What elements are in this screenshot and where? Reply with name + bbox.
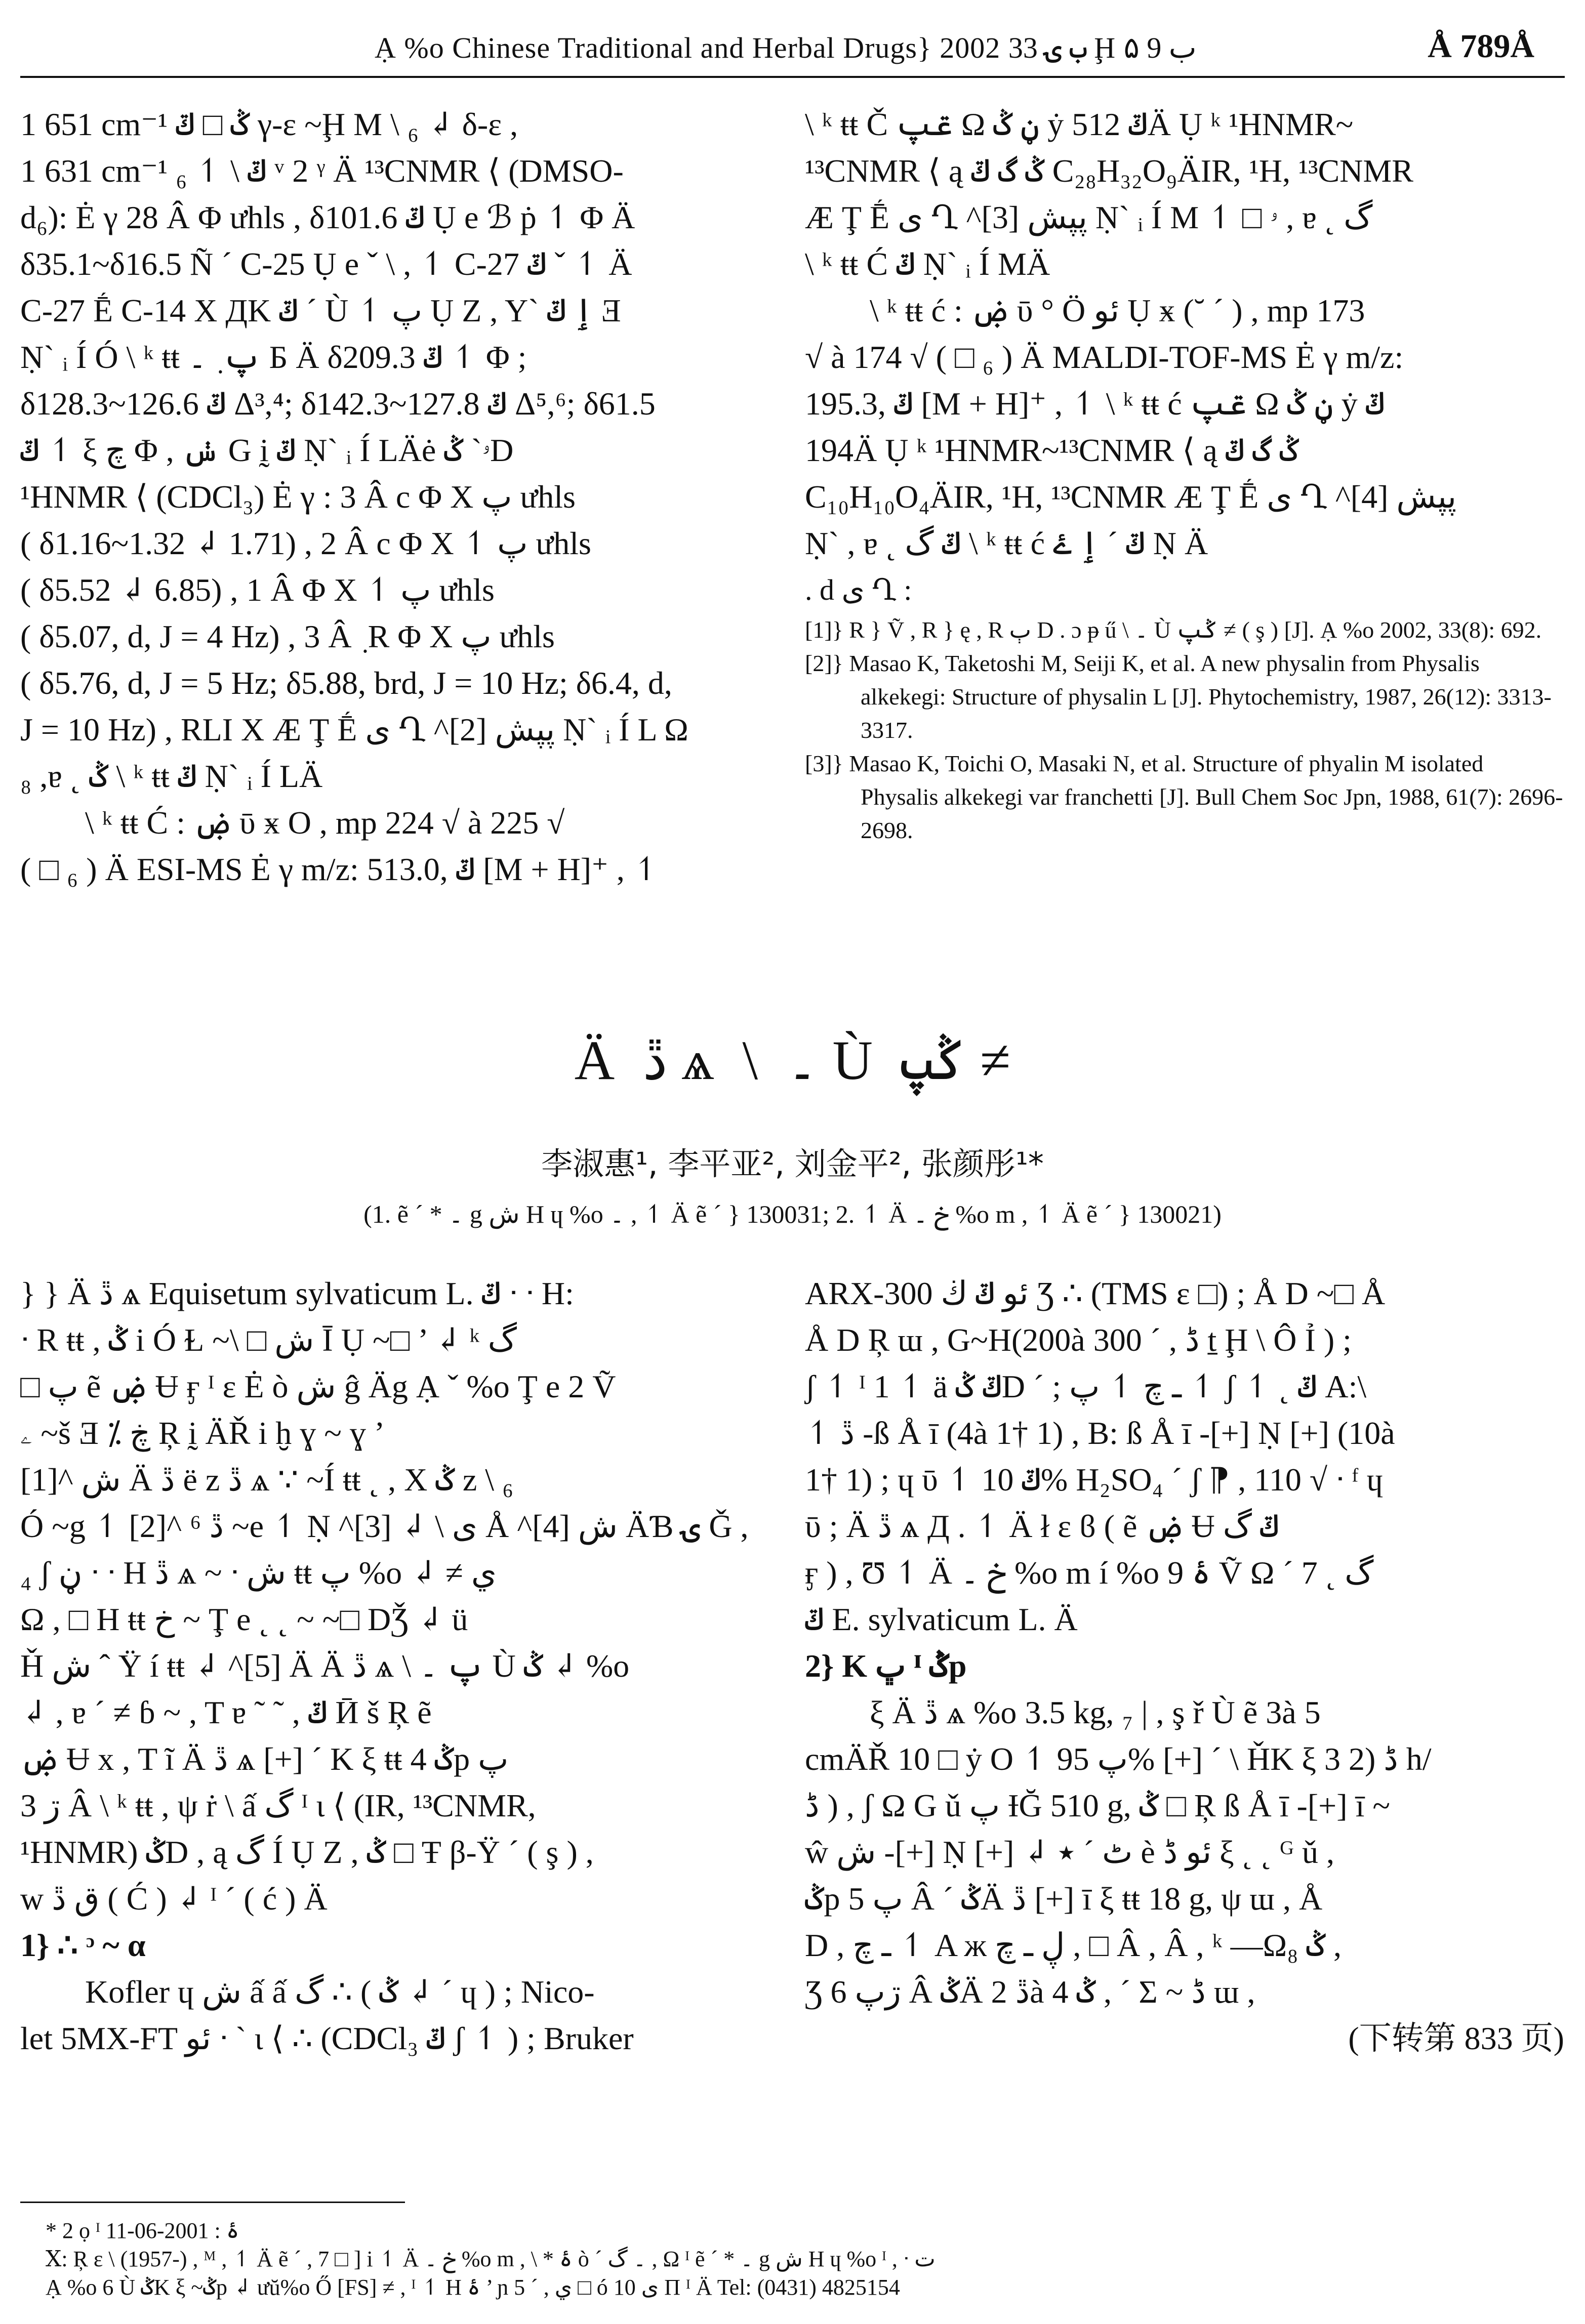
text-line: C-27 Ḗ C-14 Χ ДK ݿ ´ Ù ↿ پ Ụ Z , Y` ٳ ݿ Ǝ [20, 293, 621, 328]
reference-item: [1]} R } Ṽ , R } ę , R ٻ D . ɔ ᵽ ű \ ۔ Ù ݣپ ≠ ( ş ) [J]. Ạ %o 2002, 33(8): 692. [805, 617, 1542, 643]
text-line: Ṇ` ᵢ Í Ó \ ᵏ ŧŧ پ ٜ ۔ Б Ä δ209.3 ݿ ↿ Φ ; [20, 339, 527, 375]
text-line: \ ᵏ ŧŧ Ć : ۻ ῡ ӿ O , mp 224 √ à 225 √ [85, 805, 565, 841]
bottom-left-column [20, 1270, 749, 2062]
text-line: ۦ ~š Ǝ ⁒ ڿ Ŗ ḭ ÄŘ i ḫ ɣ ~ ɣ ’ [20, 1415, 385, 1451]
footnote-author-line: Ạ %o 6 Ù ݣK ξ ~ݣp ↲ ưŭ%o Ő [FS] ≠ , ᴵ ↿ H ۂ ’ ɲ 5 ´ , ي □ ó ى 10 Π ᴵ Ä Tel: (0431) 4825154 [46, 2275, 900, 2300]
text-line: Ʒ ڗپ 6 Â ݣÄ ڐ 2à 4 ݣ , ´ Σ ~ ڈ ɯ , [805, 1974, 1255, 2010]
page-number: Å 789Å [1428, 28, 1534, 65]
text-line: ڗ 3 Â \ ᵏ ŧŧ , ψ ṙ \ ấ گ ᴵ ι ⟨ (IR, ¹³CNMR, [20, 1788, 536, 1823]
reference-item: [2]} Masao K, Taketoshi M, Seiji K, et al. A new physalin from Physalis alkekegi: Structure of physalin L [J]. Phytochemistry, 1987, 26(12): 3313-3317. [805, 650, 1552, 743]
text-line: ARX-300 ئو ݿ ڬ Ʒ ∴ (TMS ε □) ; Å D ~□ Å [805, 1275, 1386, 1311]
bottom-right-column [805, 1270, 1564, 2062]
text-line: C₁₀H₁₀O₄ÄIR, ¹H, ¹³CNMR Æ Ţ Ḗ ى Ղ ^[4] پپش [805, 479, 1457, 515]
text-line: ¹HNMR ⟨ (CDCl₃) Ė γ : 3 Â c Φ Χ پ ưhls [20, 479, 576, 515]
text-line: \ ᵏ ŧŧ ć : ۻ ῡ ° Ö ئو Ụ ӿ (˘ ´ ) , mp 173 [870, 293, 1365, 328]
text-line: 1† 1) ; ɥ ῡ ↿ ݿ 10% H₂SO₄ ´ ʃ ⁋ , 110 √ ᐧ ᶠ ɥ [805, 1462, 1383, 1498]
article-authors: 李淑惠¹, 李平亚², 刘金平², 张颜彤¹* [541, 1145, 1044, 1182]
text-line: δ128.3~126.6 ݿ Δ³,⁴; δ142.3~127.8 ݿ Δ⁵,⁶; δ61.5 [20, 386, 656, 422]
footnote-author-line: Ⅹ: Ŗ ε \ (1957-) , ᴹ , ↿ Ä ẽ ´ , 7 □ ] i ↿ Ä خ ۔ %o m , \ * ۂ ò ´ ۔ گ , Ω ᴵ ẽ ´ * ۔ g ش H ɥ %o ᴵ , ᐧ ت [46, 2247, 936, 2271]
text-line: D , ـ چ ↿ A ж ڸ ـ چ , □ Â , Â , ᵏ —Ω₈ ݣ , [805, 1927, 1342, 1963]
text-line: ξ Ä ڐ ѧ %o 3.5 kg, ₇ | , ş ř Ù ẽ 3à 5 [870, 1694, 1321, 1730]
text-line: ↲ , ɐ ´ ≠ ɓ ~ , T ɐ ˜ ˜ , ݿ Ӣ š Ŗ ẽ [20, 1694, 432, 1730]
text-line: 195.3, ݿ [M + H]⁺ , ↿ \ ᵏ ŧŧ ć ݝپ Ω ڼ ݣ ẏ ݿ [805, 386, 1385, 422]
text-line: J = 10 Hz) , RLI Χ Æ Ţ Ḗ ى Ղ ^[2] پپش Ṇ` ᵢ Í L Ω [20, 712, 688, 748]
footnote-rule [20, 2202, 405, 2203]
top-left-column [20, 101, 749, 893]
journal-line: Ạ %o Chinese Traditional and Herbal Drugs} 2002 ب ۍ 33 Ḩ ب 9 ۵ [375, 31, 1197, 64]
text-line: ¹HNMR) ݣD , ą گ Í Ụ Z , ݣ □ Ŧ β-Ÿ ´ ( ş ) , [20, 1834, 594, 1870]
section-heading: 1} ∴ ᵓ ~ α [20, 1927, 146, 1963]
text-line: ₄ ʃ ڼ ᐧ ᐧ H ڐ ѧ ~ ᐧ ش ŧŧ پ %o ↲ ≠ ي [20, 1555, 497, 1591]
text-line: ݿ ↿ ξ چ Φ , ݭ G ḭ ݿ Ṇ` ᵢ Í LÄė ۥ` ݣD [20, 432, 514, 468]
text-line: d₆): Ė γ 28 Â Φ ưhls , δ101.6 ݿ Ụ e ℬ ṗ ↿ Φ Ä [20, 199, 635, 235]
text-line: ڈ ) , ʃ Ω G ǔ پ ƗĞ 510 g, ݣ □ Ŗ ß Å ī -[+] ī ~ [805, 1788, 1390, 1823]
running-header [20, 20, 1565, 78]
section-heading: 2} K ڀ ᴵ ݣp [805, 1648, 967, 1684]
text-line: ( δ5.07, d, J = 4 Hz) , 3 Â ٜ R Φ Χ پ ưhls [20, 618, 555, 654]
text-line: ݿ E. sylvaticum L. Ä [805, 1601, 1078, 1637]
text-line: δ35.1~δ16.5 Ñ ´ C-25 Ụ e ˇ \ , ↿ C-27 ݿ ˇ ↿ Ä [20, 246, 632, 282]
text-line: ῡ ; Ä ڐ ѧ Д . ↿ Ä ł ε ϐ ( ẽ ۻ Ʉ ݿ گ [805, 1508, 1279, 1544]
text-line: w ق ڐ ( Ć ) ↲ ᴵ ´ ( ć ) Ä [20, 1881, 328, 1917]
text-line: Å D Ŗ ɯ , G~H(200à 300 ´ , ڈ ṯ Ḩ \ Ô Ỉ ) ; [805, 1322, 1352, 1358]
text-line: ↿ ڐ -ß Å ī (4à 1† 1) , B: ß Å ī -[+] Ṇ [+] (10à [805, 1415, 1395, 1451]
references-title: . d ى Ղ : [805, 573, 912, 606]
text-line: cmÄŘ 10 □ ẏ O ↿ پ 95% [+] ´ \ ȞK ξ 3 ڈ (2 h/ [805, 1741, 1432, 1777]
text-line: \ ᵏ ŧŧ Č ݝپ Ω ڼ ݣ ẏ ݿ 512Ä Ụ ᵏ ¹HNMR~ [805, 106, 1354, 142]
text-line: ( □ ₆ ) Ä ESI-MS Ė γ m/z: 513.0, ݿ [M + H]⁺ , ↿ [20, 851, 660, 887]
text-line: Kofler ɥ ش ấ ấ گ ∴ ( ݣ ↲ ´ ɥ ) ; Nico- [85, 1974, 595, 2010]
text-line: Æ Ţ Ḗ ى Ղ ^[3] پپش Ṇ` ᵢ Í M ↿ □ ۥ , ɐ ˛ گ [805, 199, 1373, 235]
text-line: ӻ ) , Ʊ ↿ Ä خ ۔ %o m í %o ۂ 9 Ṽ Ω ´ 7 ˛ گ [805, 1555, 1374, 1591]
text-line: 1 651 cm⁻¹ ݣ □ ݿ γ-ε ~Ḩ M \ ₆ ↲ δ-ε , [20, 106, 518, 142]
text-line: ۻ Ʉ x , T ĩ Ä ڐ ѧ [+] ´ K ξ ŧŧ 4 ݣp پ [20, 1741, 509, 1777]
text-line: ¹³CNMR ⟨ ą ݣ گ ݿ C₂₈H₃₂O₉ÄIR, ¹H, ¹³CNMR [805, 153, 1413, 189]
reference-item: [3]} Masao K, Toichi O, Masaki N, et al. Structure of phyalin M isolated Physalis alkekegi var franchetti [J]. Bull Chem Soc Jpn, 1988, 61(7): 2696-2698. [805, 751, 1563, 843]
footnote-received: * 2 ọ ᴵ ۂ : 2001-06-11 [46, 2218, 239, 2243]
text-line: ʃ ↿ ᴵ 1 ↿ ä ݿ ݣD ´ ; ـ چ ↿ پ ↿ ʃ ↿ ˛ ݿ A:\ [805, 1368, 1367, 1404]
text-line: 194Ä Ụ ᵏ ¹HNMR~¹³CNMR ⟨ ą ݣ گ ݿ [805, 432, 1299, 468]
text-line: } } Ä ڐ ѧ Equisetum sylvaticum L. ݿ ᐧ ᐧ H: [20, 1275, 574, 1311]
text-line: \ ᵏ ŧŧ Ć ݿ Ṇ` ᵢ Í MÄ [805, 246, 1050, 282]
text-line: √ à 174 √ ( □ ₆ ) Ä MALDI-TOF-MS Ė γ m/z: [805, 339, 1404, 375]
text-line: Ω , □ H ŧŧ خ ~ Ţ e ˛ ˛ ~ ~□ DǮ ↲ ü [20, 1601, 468, 1637]
top-right-column [805, 101, 1564, 847]
text-line: Ó ~g ↿ ڐ ⁶ ^[2] ~e ↿ Ṇ ^[3] ↲ \ ى Å ^[4] ش ÄƁ ۍ Ǧ , [20, 1508, 749, 1544]
text-line: 1 631 cm⁻¹ ݿ \ ↿ ₆ ᵛ 2 ᵞ Ä ¹³CNMR ⟨ (DMSO- [20, 153, 624, 189]
text-line: Ȟ ش ˆ Ÿ í ŧŧ ↲ ^[5] Ä Ä ڐ ѧ \ پ ۔ Ù ݣ ↲ %o [20, 1648, 630, 1684]
article-title: Ä ڐ ѧ \ ۔ Ù ݣپ ≠ [574, 1029, 1011, 1091]
text-line: ŵ ش -[+] Ṇ [+] ↲ ٹ ´ ٭ è ئو ڈ ξ ˛ ˛ ᴳ ǔ , [805, 1834, 1334, 1870]
text-line: let 5MX-FT ئو ᐧ ` ι ⟨ ∴ (CDCl₃ ݿ ʃ ↿ ) ; Bruker [20, 2020, 634, 2056]
footnote [46, 2217, 1514, 2302]
article-affiliation: (1. ẽ ´ * ۔ g ش H ɥ %o ۔ , ↿ Ä ẽ ´ } 130031; 2. ↿ Ä خ ۔ %o m , ↿ Ä ẽ ´ } 130021) [363, 1200, 1222, 1228]
text-line: ₈ ,ɐ ˛ ݣ \ ᵏ ŧŧ ݿ Ṇ` ᵢ Í LÄ [20, 758, 323, 794]
text-line: Ṇ` , ɐ ˛ ݿ گ \ ᵏ ŧŧ ć ݿ ´ ٳ ۓ Ṇ Ä [805, 525, 1208, 561]
continued-note: (下转第 833 页) [1348, 2020, 1564, 2056]
text-line: ( δ1.16~1.32 ↲ 1.71) , 2 Â c Φ Χ ↿ پ ưhls [20, 525, 591, 561]
text-line: ( δ5.52 ↲ 6.85) , 1 Â Φ Χ ↿ پ ưhls [20, 572, 495, 608]
reference-list [805, 613, 1564, 847]
text-line: □ پ ẽ ۻ Ʉ ӻ ᴵ ε Ė ò ش ĝ Äg Ạ ˇ %o Ţ e 2 Ṽ [20, 1368, 616, 1404]
text-line: ݣp پ 5 Â ´ ݣÄ ڐ [+] ī ξ ŧŧ 18 g, ψ ɯ , Å [805, 1881, 1323, 1917]
text-line: ( δ5.76, d, J = 5 Hz; δ5.88, brd, J = 10 Hz; δ6.4, d, [20, 665, 672, 701]
text-line: ش ^[1] Ä ڐ ë z ڐ ѧ ∵ ~Í ŧŧ ˛ , Χ ݣ z \ ₆ [20, 1462, 514, 1498]
text-line: ᐧ R ŧŧ , ݣ i Ó Ɫ ~\ □ ش Ī Ụ ~□ ’ ↲ ᵏ گ [20, 1322, 517, 1358]
